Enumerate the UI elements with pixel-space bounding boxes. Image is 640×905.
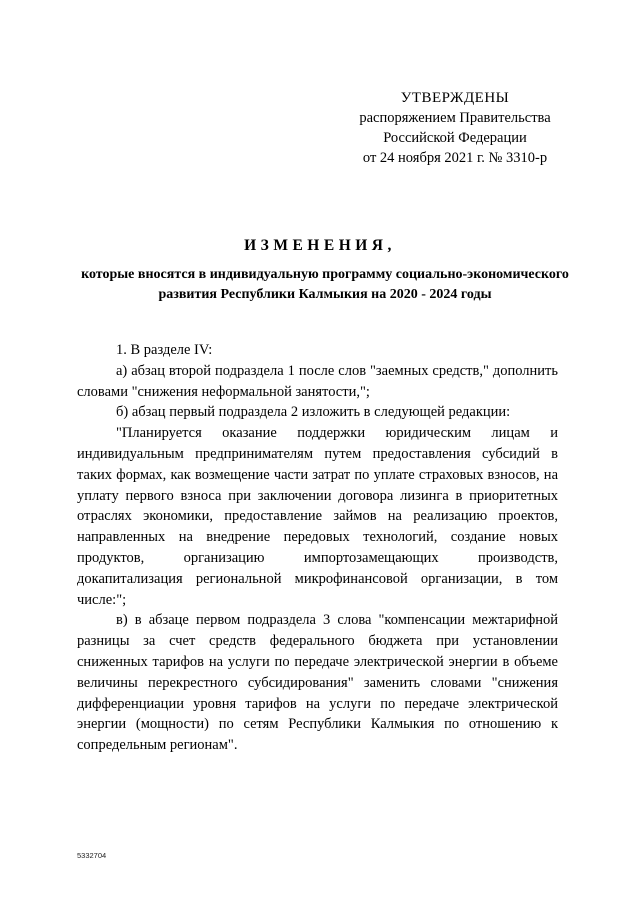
approval-line-2: Российской Федерации (383, 130, 527, 146)
document-number: 5332704 (77, 851, 107, 860)
document-subtitle: которые вносятся в индивидуальную программу социально-экономического развития Республики Калмыкия на 2020 - 2024 годы (81, 267, 569, 302)
paragraph-section-1: 1. В разделе IV: (116, 342, 213, 358)
document-title: ИЗМЕНЕНИЯ, (244, 237, 396, 254)
paragraph-item-v: в) в абзаце первом подраздела 3 слова "компенсации межтарифной разницы за счет средств федерального бюджета при установлении сниженных тарифов на услуги по передаче электрической энергии в объеме величины перекрестного субсидирования" заменить словами "снижения дифференциации уровня тарифов на услуги по передаче электрической энергии (мощности) по сетям Республики Калмыкия по отношению к сопредельным регионам". (77, 612, 558, 754)
paragraph-item-a: а) абзац второй подраздела 1 после слов "заемных средств," дополнить словами "снижения неформальной занятости,"; (77, 362, 558, 400)
approval-block (340, 88, 570, 168)
paragraph-item-b: б) абзац первый подраздела 2 изложить в следующей редакции: (116, 404, 511, 421)
paragraph-quoted-text: "Планируется оказание поддержки юридическим лицам и индивидуальным предпринимателям путем предоставления субсидий в таких формах, как возмещение части затрат по уплате страховых взносов, на уплату первого взноса при заключении договора лизинга в приоритетных отраслях экономики, предоставление займов на реализацию проектов, направленных на внедрение передовых технологий, создание новых продуктов, организацию импортозамещающих производств, докапитализация региональной микрофинансовой организации, в том числе:"; (77, 425, 558, 608)
approval-heading: УТВЕРЖДЕНЫ (400, 90, 510, 106)
approval-line-1: распоряжением Правительства (359, 110, 551, 126)
document-body (77, 340, 558, 756)
approval-line-3: от 24 ноября 2021 г. № 3310-р (362, 150, 548, 166)
